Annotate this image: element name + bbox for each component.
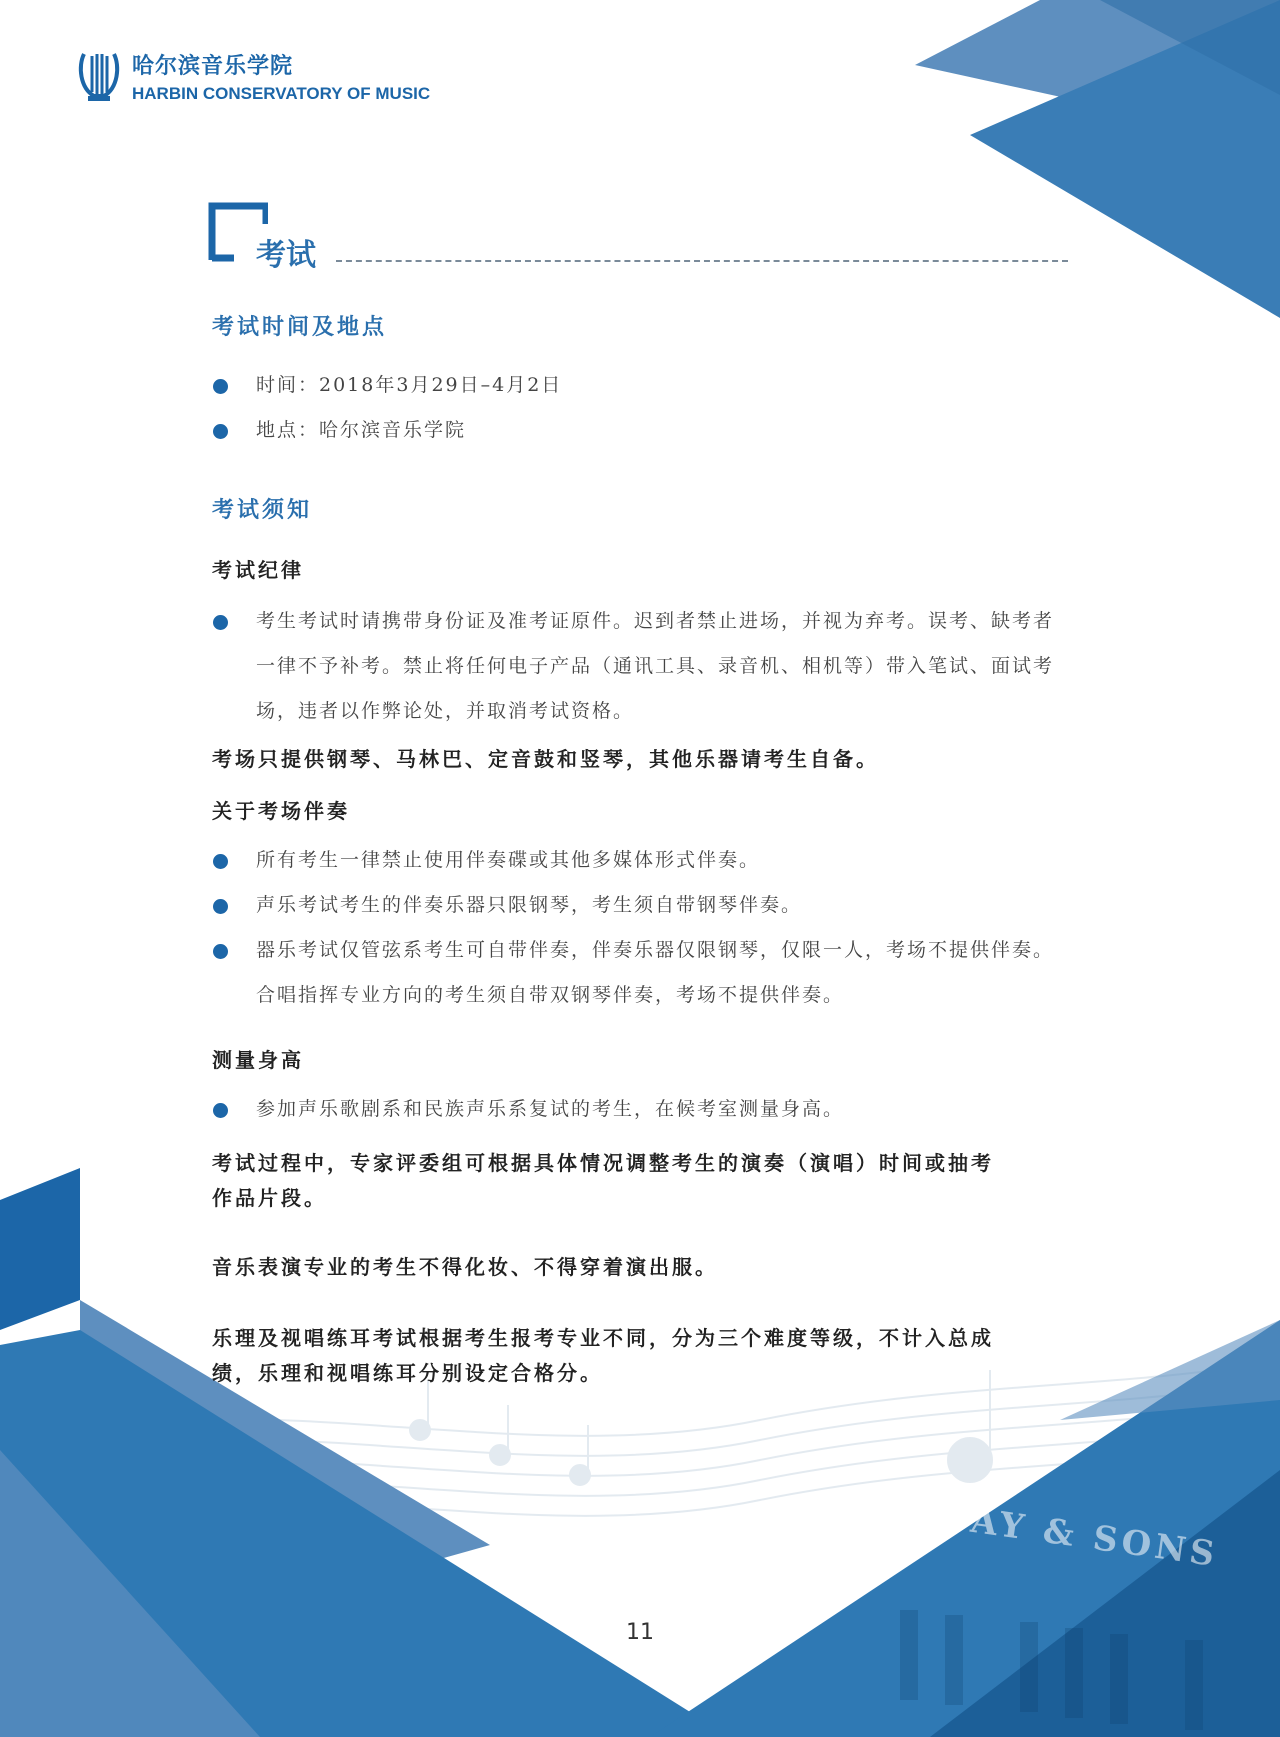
institution-name-cn: 哈尔滨音乐学院 [132,53,294,79]
top-right-triangles [915,0,1280,318]
heading-height: 测量身高 [212,1048,304,1072]
lyre-logo-icon [76,48,122,104]
list-item-time: 时间：2018年3月29日–4月2日 [212,363,1072,408]
main-content [212,310,1072,1391]
institution-name-en: HARBIN CONSERVATORY OF MUSIC [132,83,431,103]
note-adjust-time: 考试过程中，专家评委组可根据具体情况调整考生的演奏（演唱）时间或抽考作品片段。 [212,1151,994,1210]
list-item-place: 地点：哈尔滨音乐学院 [212,408,1072,453]
list-item-height: 参加声乐歌剧系和民族声乐系复试的考生，在候考室测量身高。 [212,1087,1072,1132]
heading-exam-notice: 考试须知 [212,498,313,523]
heading-discipline: 考试纪律 [212,558,304,582]
heading-accompaniment: 关于考场伴奏 [212,799,350,823]
instruments-note: 考场只提供钢琴、马林巴、定音鼓和竖琴，其他乐器请考生自备。 [212,747,879,771]
section-title: 考试 [256,238,316,273]
list-item-accompaniment-3: 器乐考试仅管弦系考生可自带伴奏，伴奏乐器仅限钢琴，仅限一人，考场不提供伴奏。合唱指挥专业方向的考生须自带双钢琴伴奏，考场不提供伴奏。 [212,928,1072,1018]
piano-brand-watermark: AY & SONS [968,1500,1221,1576]
note-theory-exam: 乐理及视唱练耳考试根据考生报考专业不同，分为三个难度等级，不计入总成绩，乐理和视唱练耳分别设定合格分。 [212,1326,994,1385]
section-header [208,202,1068,273]
list-item-accompaniment-2: 声乐考试考生的伴奏乐器只限钢琴，考生须自带钢琴伴奏。 [212,883,1072,928]
note-no-makeup: 音乐表演专业的考生不得化妆、不得穿着演出服。 [212,1255,718,1279]
section-divider [336,260,1068,262]
page-number: 11 [626,1620,654,1645]
list-item-discipline: 考生考试时请携带身份证及准考证原件。迟到者禁止进场，并视为弃考。误考、缺考者一律不予补考。禁止将任何电子产品（通讯工具、录音机、相机等）带入笔试、面试考场，违者以作弊论处，并取消考试资格。 [212,599,1072,734]
heading-exam-time-place: 考试时间及地点 [212,315,388,340]
list-item-accompaniment-1: 所有考生一律禁止使用伴奏碟或其他多媒体形式伴奏。 [212,838,1072,883]
institution-logo [76,48,430,104]
